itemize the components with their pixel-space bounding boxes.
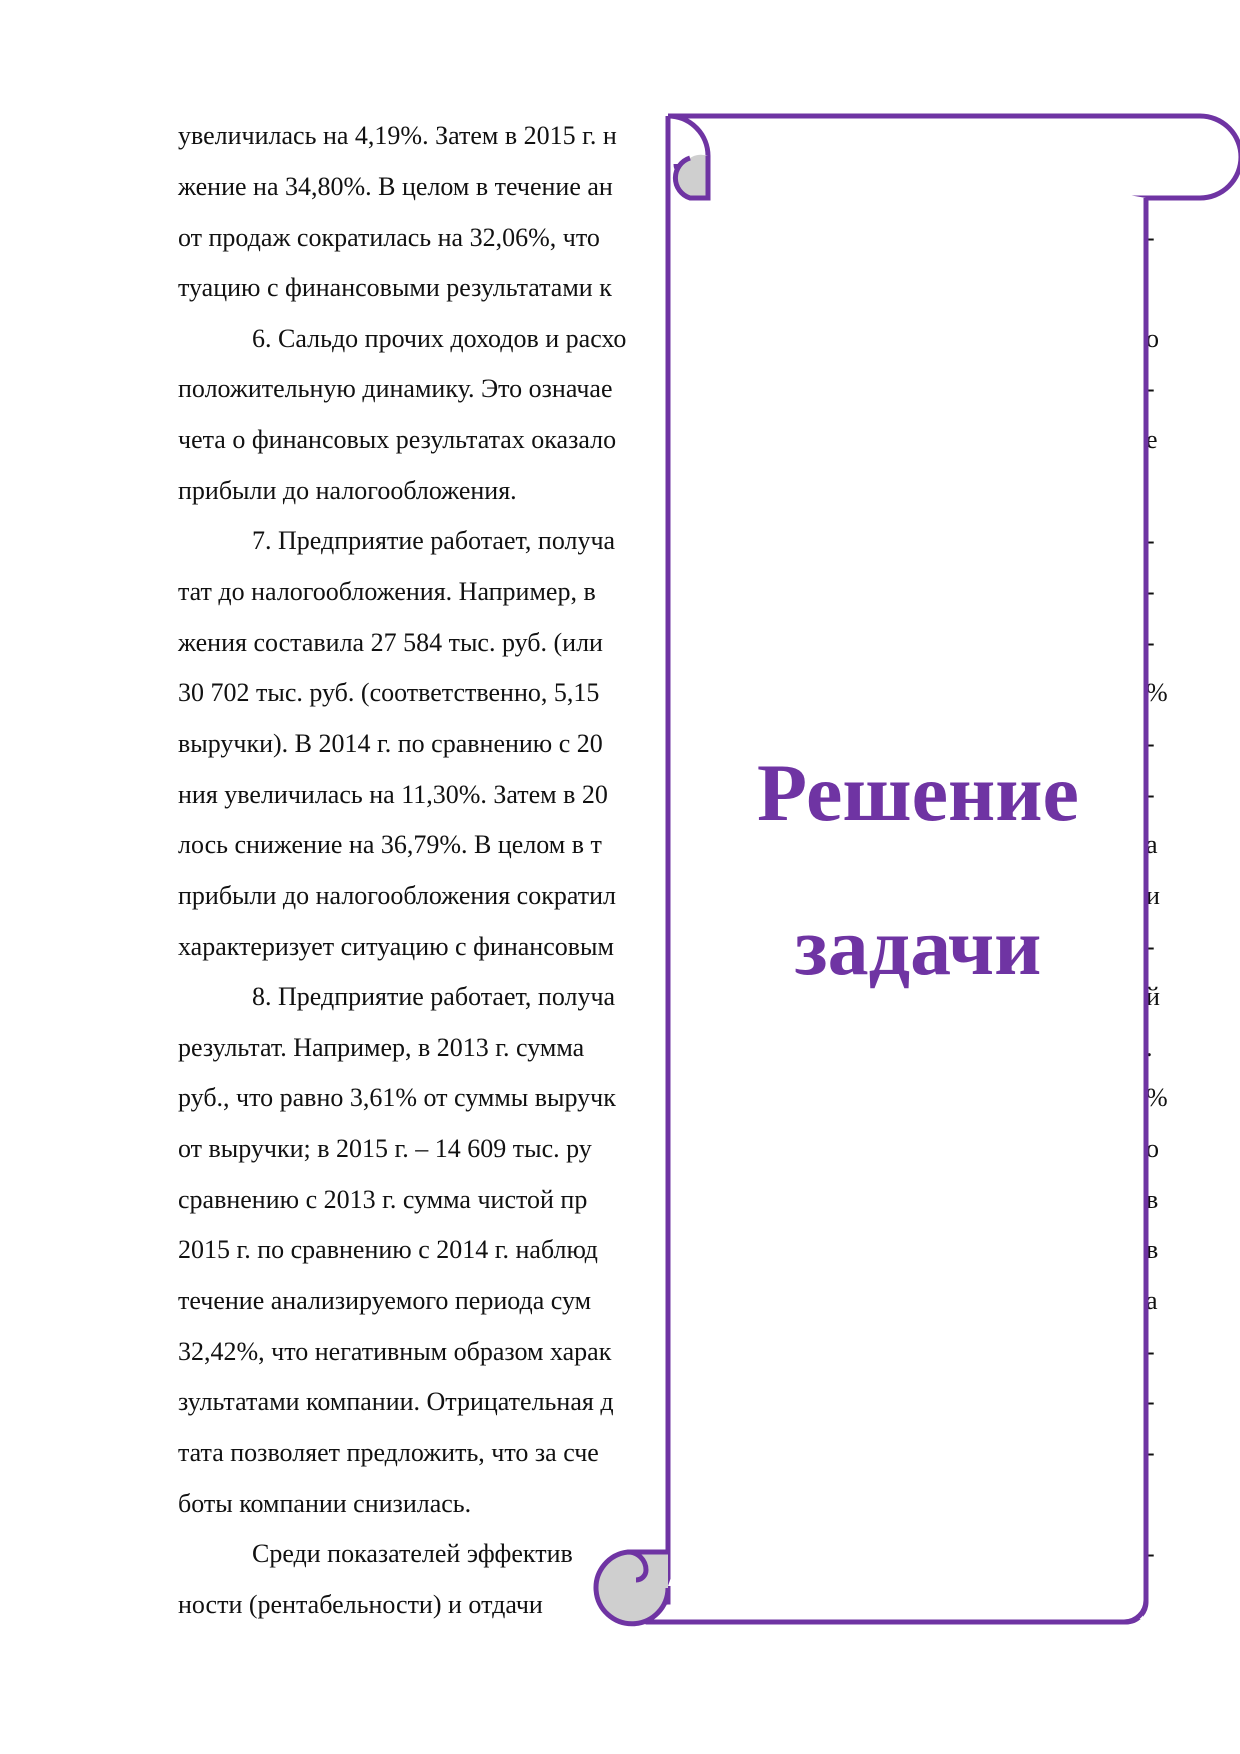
text-line: результат. Например, в 2013 г. сумма bbox=[178, 1033, 585, 1062]
text-line: 2015 г. по сравнению с 2014 г. наблюд bbox=[178, 1235, 598, 1264]
banner-title-line1: Решение bbox=[757, 747, 1079, 838]
text-line: прибыли до налогообложения. bbox=[178, 476, 517, 505]
text-line-end: - bbox=[1146, 932, 1155, 961]
text-line-end: а bbox=[1146, 1286, 1158, 1315]
text-line: 8. Предприятие работает, получа bbox=[252, 982, 616, 1011]
text-line-end: - bbox=[1146, 628, 1155, 657]
text-line: жения составила 27 584 тыс. руб. (или bbox=[178, 628, 603, 657]
text-line-end: - bbox=[1146, 1387, 1155, 1416]
text-line-end: - bbox=[1146, 223, 1155, 252]
text-line: 6. Сальдо прочих доходов и расхо bbox=[252, 324, 627, 353]
text-line: тата позволяет предложить, что за сче bbox=[178, 1438, 599, 1467]
text-line: жение на 34,80%. В целом в течение ан bbox=[178, 172, 613, 201]
text-line: лось снижение на 36,79%. В целом в т bbox=[178, 830, 602, 859]
text-line-end: - bbox=[1146, 1539, 1155, 1568]
text-line-end: % bbox=[1146, 1083, 1168, 1112]
text-line-end: о bbox=[1146, 324, 1159, 353]
text-line: 32,42%, что негативным образом харак bbox=[178, 1337, 612, 1366]
text-line: туацию с финансовыми результатами к bbox=[178, 273, 612, 302]
text-line: чета о финансовых результатах оказало bbox=[178, 425, 617, 454]
text-line-end: - bbox=[1146, 374, 1155, 403]
text-line-end: - bbox=[1146, 1438, 1155, 1467]
text-line-end: в bbox=[1146, 1185, 1159, 1214]
text-line: положительную динамику. Это означае bbox=[178, 374, 613, 403]
text-line: выручки). В 2014 г. по сравнению с 20 bbox=[178, 729, 603, 758]
text-line: прибыли до налогообложения сократил bbox=[178, 881, 616, 910]
text-line: от выручки; в 2015 г. – 14 609 тыс. ру bbox=[178, 1134, 592, 1163]
text-line-end: % bbox=[1146, 678, 1168, 707]
text-line-end: - bbox=[1146, 780, 1155, 809]
text-line-end: - bbox=[1146, 577, 1155, 606]
banner-title-line2: задачи bbox=[794, 901, 1042, 992]
text-line: Среди показателей эффектив bbox=[252, 1539, 573, 1568]
text-line-end: в bbox=[1146, 1235, 1159, 1264]
text-line-end: й bbox=[1146, 982, 1160, 1011]
text-line: ности (рентабельности) и отдачи bbox=[178, 1590, 543, 1619]
text-line-end: . bbox=[1146, 1033, 1153, 1062]
text-line: увеличилась на 4,19%. Затем в 2015 г. н bbox=[178, 121, 617, 150]
text-line-end: - bbox=[1146, 526, 1155, 555]
text-line: 30 702 тыс. руб. (соответственно, 5,15 bbox=[178, 678, 600, 707]
text-line: сравнению с 2013 г. сумма чистой пр bbox=[178, 1185, 588, 1214]
text-line-end: и bbox=[1146, 881, 1160, 910]
text-line-end: - bbox=[1146, 729, 1155, 758]
text-line: течение анализируемого периода сум bbox=[178, 1286, 592, 1315]
text-line-end: о bbox=[1146, 1134, 1159, 1163]
text-line: руб., что равно 3,61% от суммы выручк bbox=[178, 1083, 616, 1112]
text-line: от продаж сократилась на 32,06%, что bbox=[178, 223, 600, 252]
text-line: боты компании снизилась. bbox=[178, 1489, 472, 1518]
text-line: ния увеличилась на 11,30%. Затем в 20 bbox=[178, 780, 608, 809]
text-line: характеризует ситуацию с финансовым bbox=[178, 932, 614, 961]
text-line: тат до налогообложения. Например, в bbox=[178, 577, 596, 606]
text-line: 7. Предприятие работает, получа bbox=[252, 526, 616, 555]
text-line-end: а bbox=[1146, 830, 1158, 859]
text-line-end: е bbox=[1146, 425, 1158, 454]
text-line: зультатами компании. Отрицательная д bbox=[178, 1387, 614, 1416]
text-line-end: - bbox=[1146, 1337, 1155, 1366]
